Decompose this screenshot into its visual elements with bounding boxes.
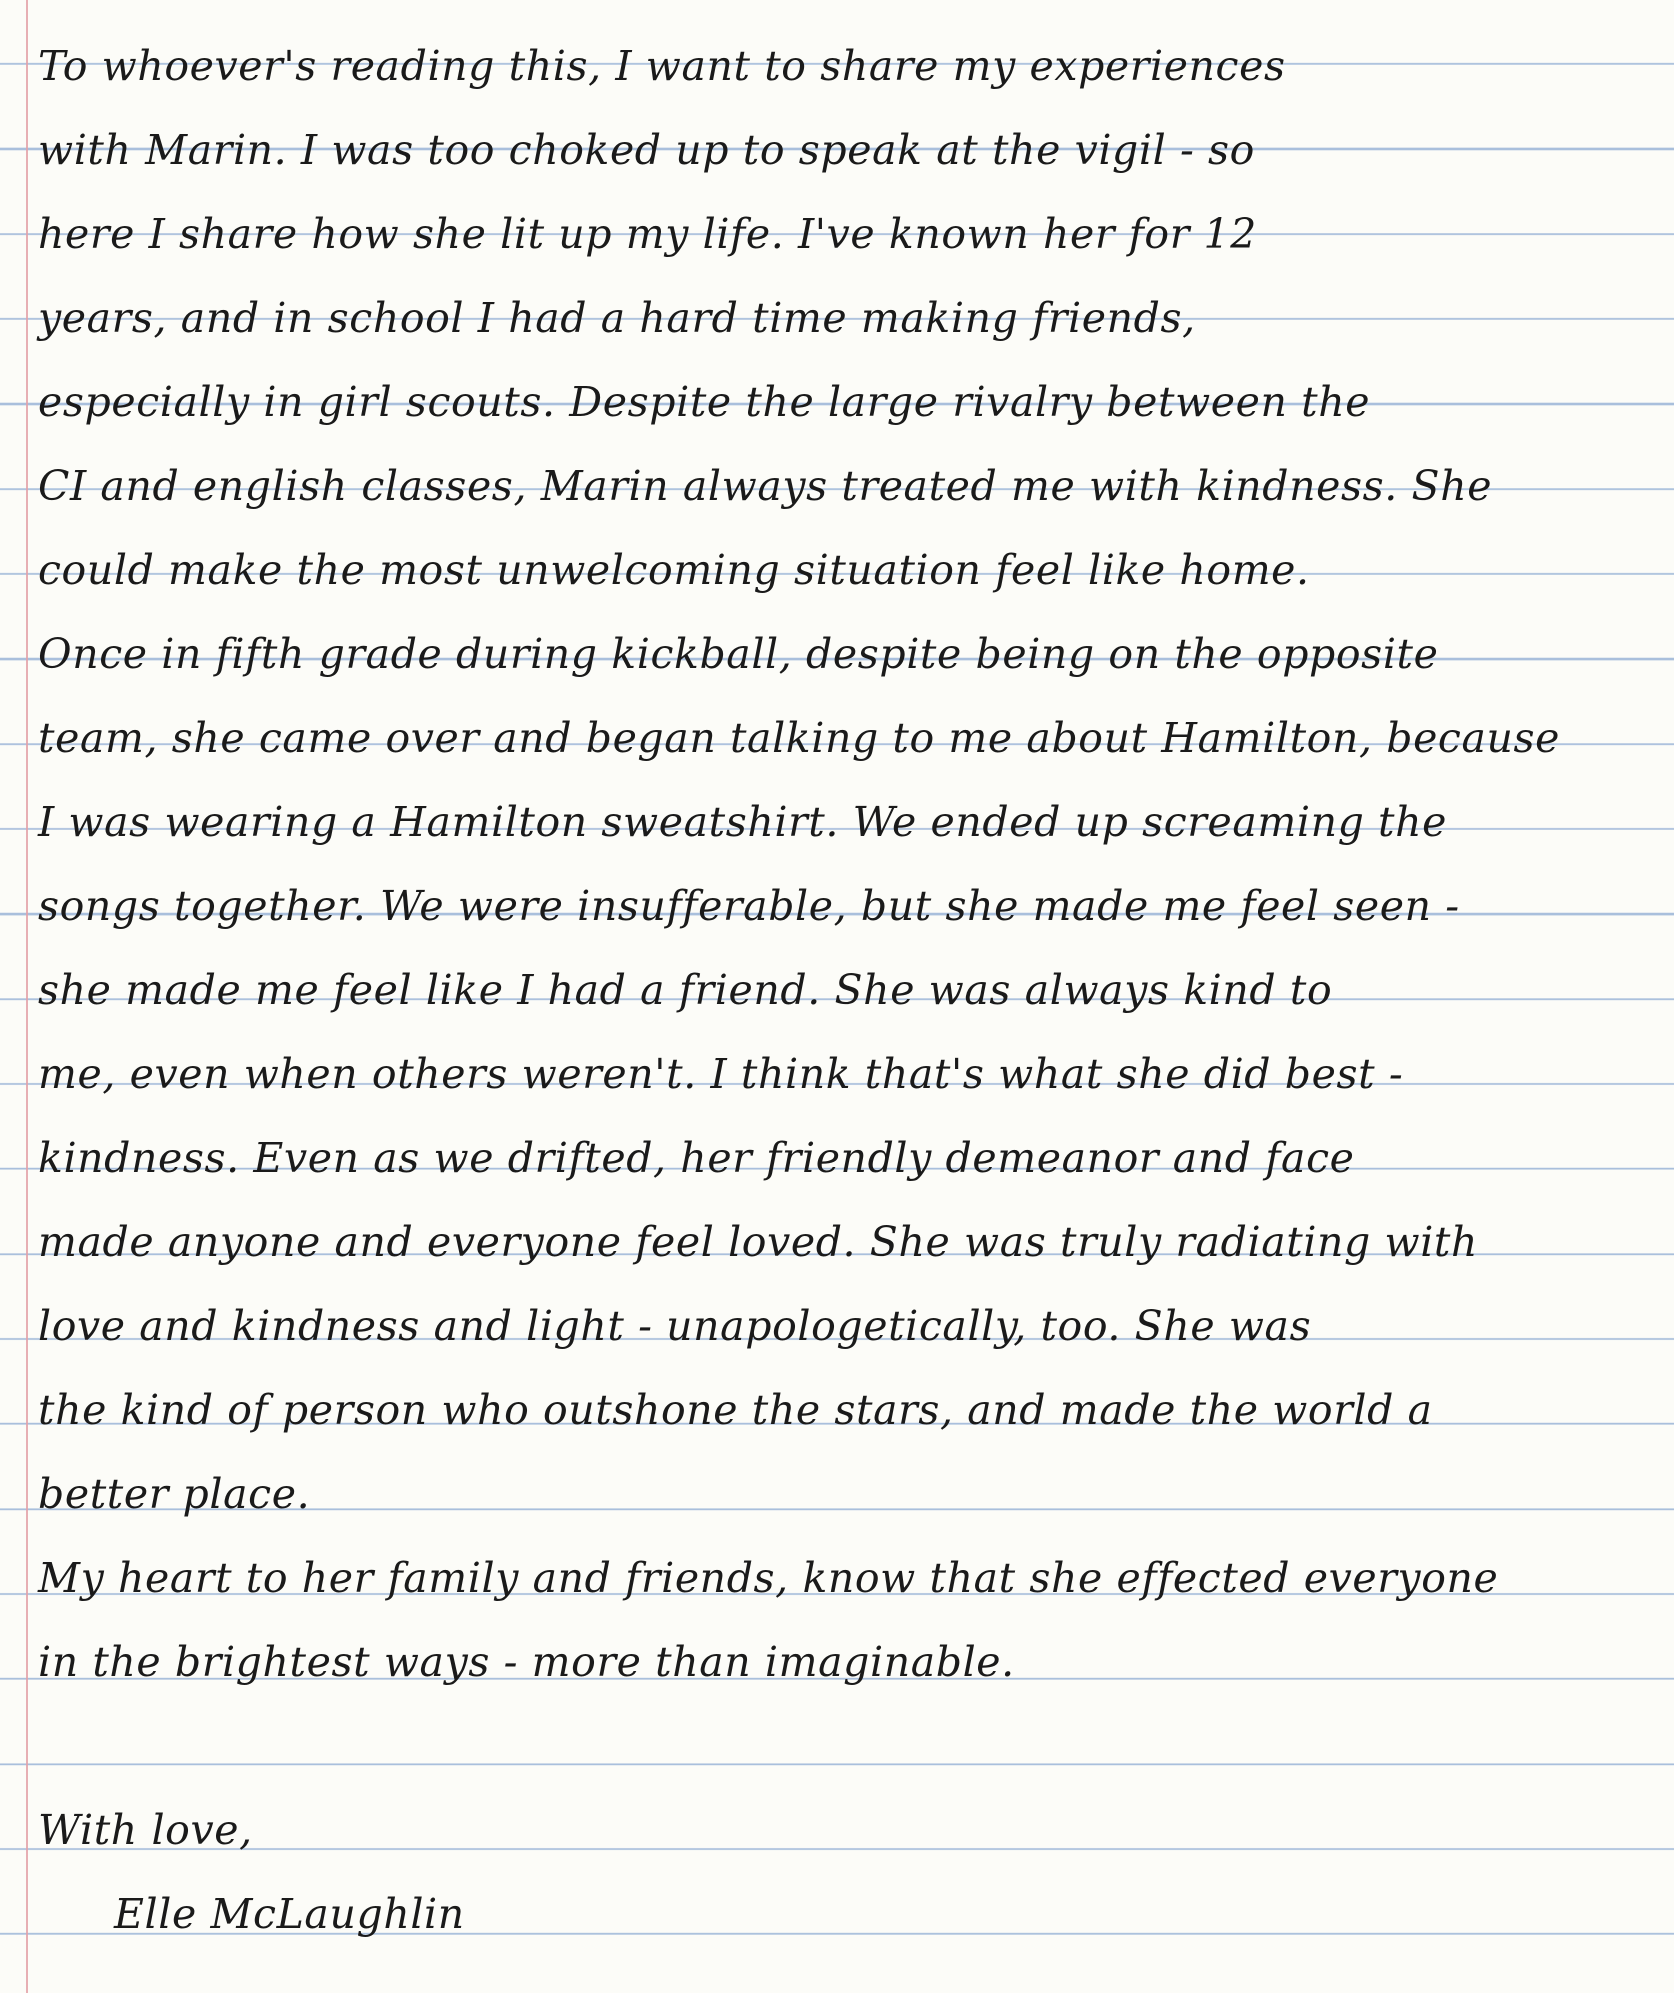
letter-line: songs together. We were insufferable, but she made me feel seen - <box>38 882 1460 930</box>
letter-line: she made me feel like I had a friend. She was always kind to <box>38 966 1333 1014</box>
closing: With love, <box>38 1806 253 1854</box>
letter-line: love and kindness and light - unapologetically, too. She was <box>38 1302 1312 1350</box>
letter-line: To whoever's reading this, I want to share my experiences <box>38 42 1286 90</box>
letter-line: I was wearing a Hamilton sweatshirt. We ended up screaming the <box>38 798 1447 846</box>
letter-line: the kind of person who outshone the stars, and made the world a <box>38 1386 1433 1434</box>
margin-line <box>26 0 28 1993</box>
letter-line: in the brightest ways - more than imaginable. <box>38 1638 1015 1686</box>
letter-line: with Marin. I was too choked up to speak at the vigil - so <box>38 126 1255 174</box>
letter-line: Once in fifth grade during kickball, despite being on the opposite <box>38 630 1439 678</box>
letter-line: especially in girl scouts. Despite the large rivalry between the <box>38 378 1371 426</box>
letter-line: me, even when others weren't. I think that's what she did best - <box>38 1050 1404 1098</box>
signature: Elle McLaughlin <box>114 1890 465 1938</box>
letter-line: could make the most unwelcoming situation feel like home. <box>38 546 1310 594</box>
letter-line: here I share how she lit up my life. I've known her for 12 <box>38 210 1257 258</box>
letter-line: team, she came over and began talking to me about Hamilton, because <box>38 714 1561 762</box>
letter-line: kindness. Even as we drifted, her friendly demeanor and face <box>38 1134 1355 1182</box>
letter-line: better place. <box>38 1470 311 1518</box>
blank-line <box>38 1704 1638 1788</box>
letter-line: made anyone and everyone feel loved. She was truly radiating with <box>38 1218 1479 1266</box>
letter-line: years, and in school I had a hard time making friends, <box>38 294 1196 342</box>
letter-body <box>38 24 1638 1956</box>
letter-line: My heart to her family and friends, know that she effected everyone <box>38 1554 1499 1602</box>
letter-line: CI and english classes, Marin always treated me with kindness. She <box>38 462 1493 510</box>
